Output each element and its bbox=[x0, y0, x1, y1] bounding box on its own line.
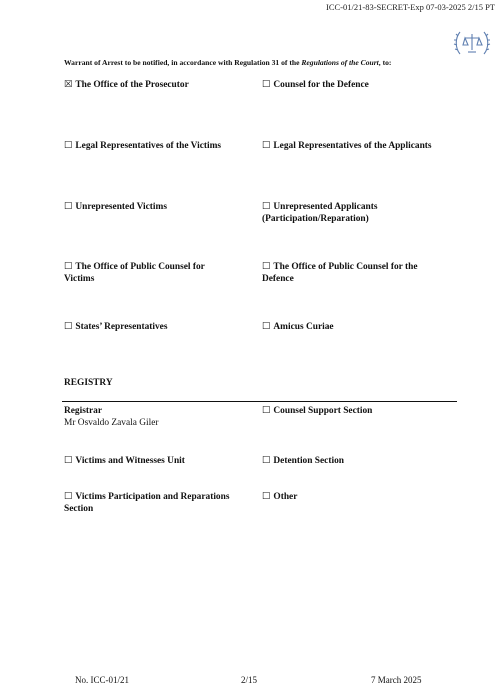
registrar-title: Registrar bbox=[64, 406, 103, 416]
footer-case-number: No. ICC-01/21 bbox=[75, 675, 129, 685]
recipient-counsel-for-defence[interactable]: ☐ Counsel for the Defence bbox=[262, 80, 369, 90]
recipient-legal-rep-applicants[interactable]: ☐ Legal Representatives of the Applicants bbox=[262, 141, 432, 151]
registry-counsel-support-section[interactable]: ☐ Counsel Support Section bbox=[262, 406, 373, 416]
registry-detention-section[interactable]: ☐ Detention Section bbox=[262, 456, 344, 466]
recipient-office-of-prosecutor[interactable]: ☒ The Office of the Prosecutor bbox=[64, 80, 189, 90]
recipient-legal-rep-victims[interactable]: ☐ Legal Representatives of the Victims bbox=[64, 141, 222, 151]
recipient-unrepresented-victims[interactable]: ☐ Unrepresented Victims bbox=[64, 202, 167, 212]
checkbox-icon[interactable]: ☐ bbox=[64, 262, 73, 272]
checkbox-icon[interactable]: ☐ bbox=[64, 141, 73, 151]
registry-victims-witnesses-unit[interactable]: ☐ Victims and Witnesses Unit bbox=[64, 456, 185, 466]
checkbox-icon[interactable]: ☐ bbox=[64, 492, 73, 502]
checkbox-icon[interactable]: ☐ bbox=[64, 456, 73, 466]
registry-other[interactable]: ☐ Other bbox=[262, 492, 298, 502]
checkbox-icon[interactable]: ☐ bbox=[262, 202, 271, 212]
recipient-states-representatives[interactable]: ☐ States’ Representatives bbox=[64, 322, 168, 332]
registrar-name: Mr Osvaldo Zavala Giler bbox=[64, 418, 159, 428]
checkbox-icon[interactable]: ☐ bbox=[262, 322, 271, 332]
checkbox-icon[interactable]: ☐ bbox=[262, 456, 271, 466]
checkbox-icon[interactable]: ☐ bbox=[64, 202, 73, 212]
checkbox-icon[interactable]: ☐ bbox=[262, 80, 271, 90]
recipient-unrepresented-applicants[interactable]: ☐ Unrepresented Applicants (Participation/Reparation) bbox=[262, 202, 378, 224]
registrar-block bbox=[64, 405, 254, 429]
registry-divider bbox=[62, 401, 457, 402]
checkbox-icon[interactable]: ☐ bbox=[262, 492, 271, 502]
checkbox-icon[interactable]: ☐ bbox=[64, 322, 73, 332]
recipient-opcd[interactable]: ☐ The Office of Public Counsel for the Defence bbox=[262, 262, 418, 284]
footer-page-number: 2/15 bbox=[241, 675, 258, 685]
recipient-opcv[interactable]: ☐ The Office of Public Counsel for Victims bbox=[64, 262, 205, 284]
registry-vprs[interactable]: ☐ Victims Participation and Reparations Section bbox=[64, 492, 230, 514]
registry-heading: REGISTRY bbox=[64, 378, 113, 388]
notification-intro: Warrant of Arrest to be notified, in accordance with Regulation 31 of the Regulations of the Court, to: bbox=[64, 58, 392, 67]
checkbox-icon[interactable]: ☐ bbox=[262, 262, 271, 272]
checkbox-icon[interactable]: ☐ bbox=[262, 406, 271, 416]
document-reference-header: ICC-01/21-83-SECRET-Exp 07-03-2025 2/15 PT bbox=[326, 2, 495, 12]
checked-box-icon[interactable]: ☒ bbox=[64, 80, 73, 90]
checkbox-icon[interactable]: ☐ bbox=[262, 141, 271, 151]
icc-logo-icon bbox=[452, 26, 492, 60]
footer-date: 7 March 2025 bbox=[371, 675, 422, 685]
recipient-amicus-curiae[interactable]: ☐ Amicus Curiae bbox=[262, 322, 334, 332]
